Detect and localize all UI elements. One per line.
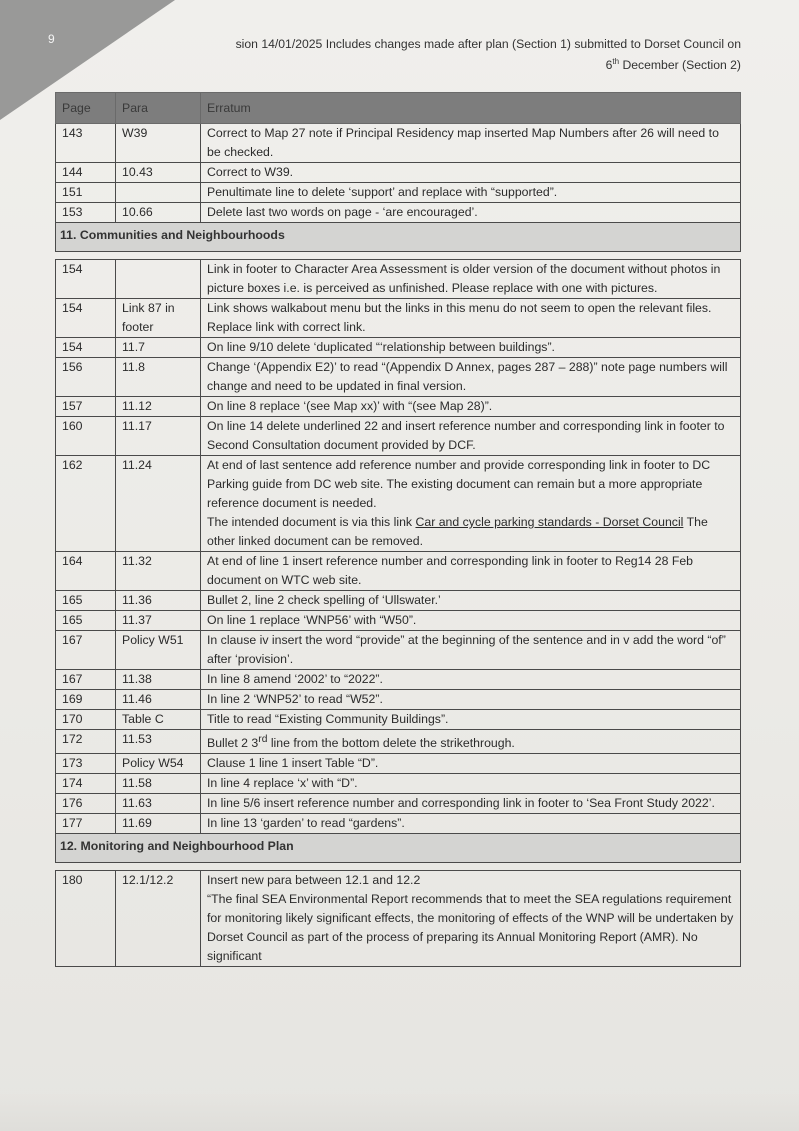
cell-page: 167 bbox=[56, 670, 116, 690]
cell-page: 176 bbox=[56, 794, 116, 814]
table-row bbox=[56, 417, 741, 456]
page-shadow bbox=[0, 1091, 799, 1131]
cell-para: 11.32 bbox=[116, 552, 201, 591]
cell-erratum: Clause 1 line 1 insert Table “D”. bbox=[201, 754, 741, 774]
erratum-text: “The final SEA Environmental Report recommends that to meet the SEA regulations requirement for monitoring likely significant effects, the monitoring of effects of the WNP will be undertaken by Dorset Council as part of the process of preparing its Annual Monitoring Report (AMR). No significant bbox=[207, 892, 734, 964]
table-row bbox=[56, 124, 741, 163]
cell-page: 170 bbox=[56, 710, 116, 730]
table-row bbox=[56, 456, 741, 552]
table-row bbox=[56, 690, 741, 710]
cell-page: 156 bbox=[56, 358, 116, 397]
cell-erratum: Correct to W39. bbox=[201, 163, 741, 183]
cell-para: 10.43 bbox=[116, 163, 201, 183]
cell-para: 11.8 bbox=[116, 358, 201, 397]
cell-erratum: Bullet 2, line 2 check spelling of ‘Ullswater.’ bbox=[201, 591, 741, 611]
table-row bbox=[56, 730, 741, 754]
cell-page: 157 bbox=[56, 397, 116, 417]
page-number: 9 bbox=[48, 32, 55, 46]
cell-page: 154 bbox=[56, 299, 116, 338]
table-row bbox=[56, 260, 741, 299]
cell-erratum: Correct to Map 27 note if Principal Residency map inserted Map Numbers after 26 will need to be checked. bbox=[201, 124, 741, 163]
table-row bbox=[56, 631, 741, 670]
cell-para: 10.66 bbox=[116, 203, 201, 223]
cell-erratum: Link shows walkabout menu but the links in this menu do not seem to open the relevant files. Replace link with correct link. bbox=[201, 299, 741, 338]
cell-page: 154 bbox=[56, 260, 116, 299]
table-row bbox=[56, 814, 741, 834]
section-title: 11. Communities and Neighbourhoods bbox=[56, 223, 741, 252]
table-row bbox=[56, 338, 741, 358]
cell-para: 11.46 bbox=[116, 690, 201, 710]
spacer-cell bbox=[56, 863, 741, 871]
cell-page: 169 bbox=[56, 690, 116, 710]
cell-page: 180 bbox=[56, 871, 116, 967]
section-row-12 bbox=[56, 834, 741, 863]
section-title: 12. Monitoring and Neighbourhood Plan bbox=[56, 834, 741, 863]
cell-erratum: In line 2 ‘WNP52’ to read “W52”. bbox=[201, 690, 741, 710]
cell-erratum: On line 9/10 delete ‘duplicated “‘relationship between buildings”. bbox=[201, 338, 741, 358]
cell-page: 151 bbox=[56, 183, 116, 203]
table-row bbox=[56, 552, 741, 591]
cell-page: 167 bbox=[56, 631, 116, 670]
cell-para bbox=[116, 260, 201, 299]
cell-erratum: In line 13 ‘garden’ to read “gardens”. bbox=[201, 814, 741, 834]
cell-erratum: In line 5/6 insert reference number and corresponding link in footer to ‘Sea Front Study 2022’. bbox=[201, 794, 741, 814]
cell-para: 11.7 bbox=[116, 338, 201, 358]
table-row bbox=[56, 871, 741, 967]
cell-erratum: Title to read “Existing Community Buildings”. bbox=[201, 710, 741, 730]
cell-page: 144 bbox=[56, 163, 116, 183]
table-row bbox=[56, 774, 741, 794]
erratum-text: The other linked document can be removed. bbox=[207, 515, 708, 548]
cell-erratum: On line 8 replace ‘(see Map xx)’ with “(see Map 28)”. bbox=[201, 397, 741, 417]
table-row bbox=[56, 754, 741, 774]
cell-para: Link 87 in footer bbox=[116, 299, 201, 338]
header-line-1: sion 14/01/2025 Includes changes made after plan (Section 1) submitted to Dorset Council on bbox=[235, 37, 741, 51]
parking-standards-link[interactable]: Car and cycle parking standards - Dorset Council bbox=[415, 515, 684, 529]
cell-para: 11.53 bbox=[116, 730, 201, 754]
table-row bbox=[56, 163, 741, 183]
table-row bbox=[56, 710, 741, 730]
erratum-text: Insert new para between 12.1 and 12.2 bbox=[207, 873, 421, 888]
cell-erratum: Link in footer to Character Area Assessment is older version of the document without photos in picture boxes i.e. is perceived as unfinished. Please replace with one with pictures. bbox=[201, 260, 741, 299]
col-header-para: Para bbox=[116, 93, 201, 124]
table-row bbox=[56, 670, 741, 690]
cell-para: W39 bbox=[116, 124, 201, 163]
cell-erratum: Penultimate line to delete ‘support’ and replace with “supported”. bbox=[201, 183, 741, 203]
header-line-2: 6th December (Section 2) bbox=[605, 57, 741, 73]
cell-para: Policy W51 bbox=[116, 631, 201, 670]
cell-erratum bbox=[201, 871, 741, 967]
spacer-row bbox=[56, 863, 741, 871]
cell-erratum: Bullet 2 3rd line from the bottom delete the strikethrough. bbox=[201, 730, 741, 754]
section-row-11 bbox=[56, 223, 741, 252]
cell-erratum: In line 4 replace ‘x’ with “D”. bbox=[201, 774, 741, 794]
table-row bbox=[56, 794, 741, 814]
cell-para: 12.1/12.2 bbox=[116, 871, 201, 967]
table-header-row bbox=[56, 93, 741, 124]
table-row bbox=[56, 183, 741, 203]
cell-erratum: Change ‘(Appendix E2)’ to read “(Appendix D Annex, pages 287 – 288)” note page numbers will change and need to be updated in final version. bbox=[201, 358, 741, 397]
spacer-row bbox=[56, 252, 741, 260]
cell-para: 11.37 bbox=[116, 611, 201, 631]
cell-page: 154 bbox=[56, 338, 116, 358]
table-row bbox=[56, 397, 741, 417]
erratum-text: The intended document is via this link bbox=[207, 515, 416, 529]
cell-para: 11.17 bbox=[116, 417, 201, 456]
cell-page: 177 bbox=[56, 814, 116, 834]
cell-erratum: On line 1 replace ‘WNP56’ with “W50”. bbox=[201, 611, 741, 631]
cell-erratum: Delete last two words on page - ‘are encouraged’. bbox=[201, 203, 741, 223]
cell-para: 11.24 bbox=[116, 456, 201, 552]
cell-page: 153 bbox=[56, 203, 116, 223]
cell-page: 164 bbox=[56, 552, 116, 591]
table-row bbox=[56, 611, 741, 631]
cell-page: 165 bbox=[56, 591, 116, 611]
table-row bbox=[56, 203, 741, 223]
spacer-cell bbox=[56, 252, 741, 260]
cell-para: 11.63 bbox=[116, 794, 201, 814]
erratum-text: At end of last sentence add reference number and provide corresponding link in footer to DC Parking guide from DC web site. The existing document can remain but a more appropriate reference document is needed. bbox=[207, 458, 711, 510]
cell-para: Policy W54 bbox=[116, 754, 201, 774]
cell-erratum: In clause iv insert the word “provide” at the beginning of the sentence and in v add the word “of” after ‘provision’. bbox=[201, 631, 741, 670]
col-header-erratum: Erratum bbox=[201, 93, 741, 124]
cell-para bbox=[116, 183, 201, 203]
cell-page: 173 bbox=[56, 754, 116, 774]
cell-page: 162 bbox=[56, 456, 116, 552]
cell-para: 11.38 bbox=[116, 670, 201, 690]
cell-page: 160 bbox=[56, 417, 116, 456]
page-header bbox=[151, 36, 741, 74]
cell-para: 11.69 bbox=[116, 814, 201, 834]
cell-page: 143 bbox=[56, 124, 116, 163]
cell-page: 174 bbox=[56, 774, 116, 794]
cell-erratum: In line 8 amend ‘2002’ to “2022”. bbox=[201, 670, 741, 690]
cell-page: 165 bbox=[56, 611, 116, 631]
errata-table bbox=[55, 92, 741, 967]
cell-para: 11.58 bbox=[116, 774, 201, 794]
table-row bbox=[56, 591, 741, 611]
cell-para: Table C bbox=[116, 710, 201, 730]
cell-page: 172 bbox=[56, 730, 116, 754]
cell-erratum: On line 14 delete underlined 22 and insert reference number and corresponding link in footer to Second Consultation document provided by DCF. bbox=[201, 417, 741, 456]
col-header-page: Page bbox=[56, 93, 116, 124]
cell-para: 11.12 bbox=[116, 397, 201, 417]
table-row bbox=[56, 358, 741, 397]
cell-erratum: At end of line 1 insert reference number and corresponding link in footer to Reg14 28 Feb document on WTC web site. bbox=[201, 552, 741, 591]
cell-erratum bbox=[201, 456, 741, 552]
cell-para: 11.36 bbox=[116, 591, 201, 611]
table-row bbox=[56, 299, 741, 338]
